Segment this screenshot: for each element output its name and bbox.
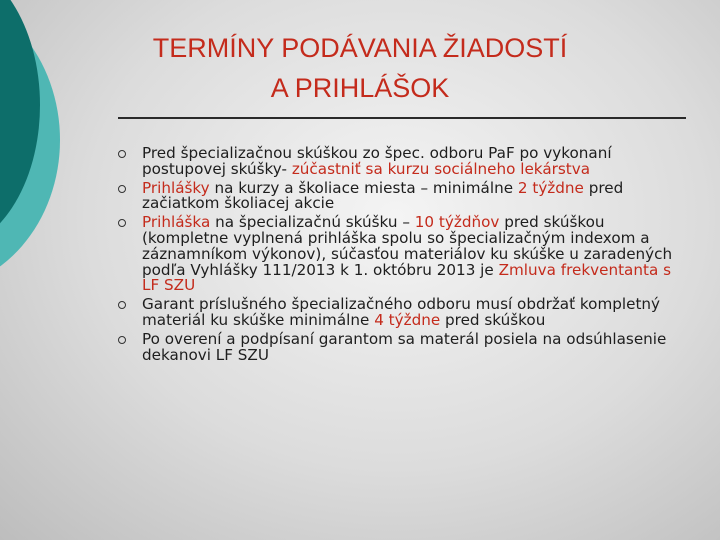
bullet-item-approval bbox=[117, 329, 687, 364]
hollow-circle-bullet-icon bbox=[118, 185, 126, 193]
bullet-text: Garant príslušného špecializačného odboru musí obdržať kompletný materiál ku skúške minimálne bbox=[142, 295, 661, 329]
bullet-list bbox=[117, 146, 687, 366]
bullet-text: na kurzy a školiace miesta – minimálne bbox=[209, 178, 518, 197]
hollow-circle-bullet-icon bbox=[118, 150, 126, 158]
bullet-highlight: Zmluva frekventanta s LF SZU bbox=[142, 260, 671, 295]
title-divider bbox=[118, 117, 686, 119]
bullet-text: pred skúškou (kompletne vyplnená prihláška spolu so špecializačným indexom a záznamníkom výkonov), súčasťou materiálov ku skúške u zaradených podľa Vyhlášky 111/2013 k 1. októbru 2013 je bbox=[142, 213, 673, 279]
hollow-circle-bullet-icon bbox=[118, 336, 126, 344]
bullet-item-course bbox=[117, 146, 687, 178]
bullet-highlight: 10 týždňov bbox=[414, 213, 500, 232]
hollow-circle-bullet-icon bbox=[118, 301, 126, 309]
bullet-highlight: Prihlášky bbox=[142, 178, 210, 197]
bullet-text: pred začiatkom školiacej akcie bbox=[142, 178, 624, 213]
hollow-circle-bullet-icon bbox=[118, 219, 126, 227]
bullet-item-guarantor bbox=[117, 297, 687, 329]
bullet-text: pred skúškou bbox=[440, 310, 546, 329]
bullet-highlight: 2 týždne bbox=[517, 178, 584, 197]
bullet-highlight: Prihláška bbox=[142, 213, 211, 232]
bullet-text: na špecializačnú skúšku – bbox=[210, 213, 415, 232]
bullet-item-applications bbox=[117, 178, 687, 213]
bullet-item-exam-application bbox=[117, 215, 687, 294]
bullet-text: Po overení a podpísaní garantom sa materál posiela na odsúhlasenie dekanovi LF SZU bbox=[142, 329, 667, 364]
slide-title-line-1: TERMÍNY PODÁVANIA ŽIADOSTÍ bbox=[152, 33, 568, 63]
bullet-highlight: zúčastniť sa kurzu sociálneho lekárstva bbox=[291, 159, 591, 178]
slide-title-line-2: A PRIHLÁŠOK bbox=[270, 73, 450, 103]
slide-title bbox=[100, 28, 620, 108]
bullet-highlight: 4 týždne bbox=[374, 310, 441, 329]
bullet-text: Pred špecializačnou skúškou zo špec. odboru PaF po vykonaní postupovej skúšky- bbox=[142, 144, 612, 178]
